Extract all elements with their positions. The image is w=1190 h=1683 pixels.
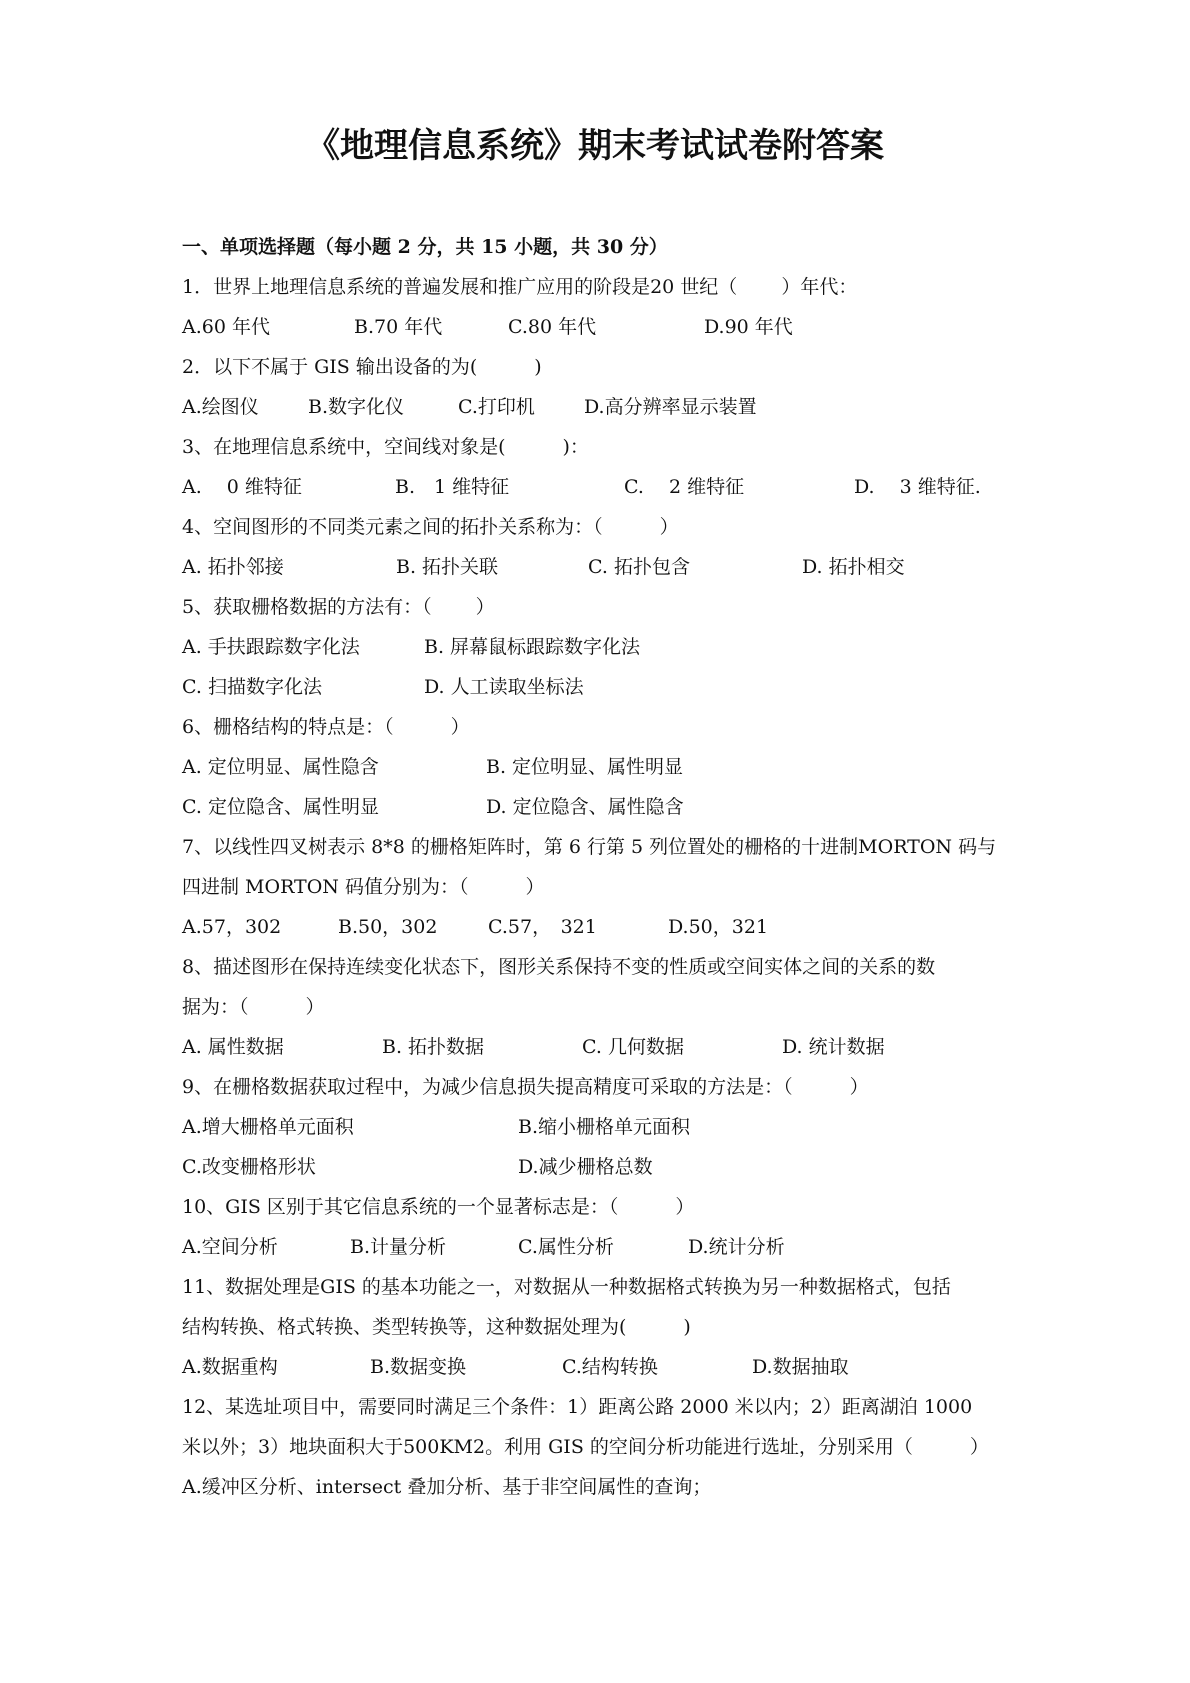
question-7-options: [182, 907, 1022, 947]
q10-option-c: C.属性分析: [518, 1236, 614, 1258]
q6-option-b: B. 定位明显、属性明显: [486, 756, 684, 778]
q6-option-d: D. 定位隐含、属性隐含: [486, 796, 684, 818]
q1-option-b: B.70 年代: [354, 316, 443, 338]
q7-option-a: A.57，302: [182, 916, 282, 938]
q1-option-d: D.90 年代: [704, 316, 793, 338]
question-7-line1: 7、以线性四叉树表示 8*8 的栅格矩阵时，第 6 行第 5 列位置处的栅格的十进制MORTON 码与: [182, 836, 997, 858]
q7-option-d: D.50，321: [668, 916, 769, 938]
q4-option-c: C. 拓扑包含: [588, 556, 690, 578]
question-11-options: [182, 1347, 1022, 1387]
question-9: 9、在栅格数据获取过程中，为减少信息损失提高精度可采取的方法是：（ ）: [182, 1076, 869, 1098]
question-4-options: [182, 547, 1022, 587]
question-2: 2．以下不属于 GIS 输出设备的为( ): [182, 356, 542, 378]
q12-option-a: A.缓冲区分析、intersect 叠加分析、基于非空间属性的查询；: [182, 1476, 712, 1498]
q1-option-c: C.80 年代: [508, 316, 597, 338]
q4-option-a: A. 拓扑邻接: [182, 556, 284, 578]
q3-option-a: A. 0 维特征: [182, 476, 302, 498]
q9-option-a: A.增大栅格单元面积: [182, 1116, 354, 1138]
question-11-line2: 结构转换、格式转换、类型转换等，这种数据处理为( ): [182, 1316, 691, 1338]
q10-option-b: B.计量分析: [350, 1236, 447, 1258]
question-5-options-row1: [182, 627, 1022, 667]
q9-option-d: D.减少栅格总数: [518, 1156, 653, 1178]
q8-option-c: C. 几何数据: [582, 1036, 684, 1058]
question-8-options: [182, 1027, 1022, 1067]
q5-option-a: A. 手扶跟踪数字化法: [182, 636, 360, 658]
question-5-options-row2: [182, 667, 1022, 707]
question-12-line1: 12、某选址项目中，需要同时满足三个条件：1）距离公路 2000 米以内；2）距离湖泊 1000: [182, 1396, 973, 1418]
q2-option-d: D.高分辨率显示装置: [584, 396, 757, 418]
question-1-options: [182, 307, 1022, 347]
q10-option-a: A.空间分析: [182, 1236, 278, 1258]
question-6: 6、栅格结构的特点是：（ ）: [182, 716, 470, 738]
q5-option-c: C. 扫描数字化法: [182, 676, 322, 698]
question-12-line2: 米以外；3）地块面积大于500KM2。利用 GIS 的空间分析功能进行选址，分别采用（ ）: [182, 1436, 989, 1458]
q11-option-c: C.结构转换: [562, 1356, 658, 1378]
q2-option-a: A.绘图仪: [182, 396, 259, 418]
q6-option-a: A. 定位明显、属性隐含: [182, 756, 379, 778]
q3-option-d: D. 3 维特征.: [854, 476, 981, 498]
question-9-options-row2: [182, 1147, 1022, 1187]
q4-option-b: B. 拓扑关联: [396, 556, 499, 578]
question-3-options: [182, 467, 1022, 507]
q7-option-b: B.50，302: [338, 916, 438, 938]
page-title: 《地理信息系统》期末考试试卷附答案: [306, 126, 884, 166]
q7-option-c: C.57， 321: [488, 916, 597, 938]
question-3: 3、在地理信息系统中，空间线对象是( )：: [182, 436, 589, 458]
q8-option-d: D. 统计数据: [782, 1036, 885, 1058]
q11-option-a: A.数据重构: [182, 1356, 278, 1378]
q9-option-b: B.缩小栅格单元面积: [518, 1116, 691, 1138]
q1-option-a: A.60 年代: [182, 316, 270, 338]
q3-option-c: C. 2 维特征: [624, 476, 745, 498]
question-4: 4、空间图形的不同类元素之间的拓扑关系称为：（ ）: [182, 516, 679, 538]
question-8-line2: 据为：（ ）: [182, 996, 325, 1018]
exam-body: [182, 227, 1022, 1507]
q11-option-d: D.数据抽取: [752, 1356, 849, 1378]
question-2-options: [182, 387, 1022, 427]
q4-option-d: D. 拓扑相交: [802, 556, 905, 578]
q2-option-b: B.数字化仪: [308, 396, 405, 418]
question-6-options-row1: [182, 747, 1022, 787]
question-7-line2: 四进制 MORTON 码值分别为：（ ）: [182, 876, 545, 898]
q8-option-a: A. 属性数据: [182, 1036, 284, 1058]
q8-option-b: B. 拓扑数据: [382, 1036, 485, 1058]
question-9-options-row1: [182, 1107, 1022, 1147]
q5-option-d: D. 人工读取坐标法: [424, 676, 584, 698]
q3-option-b: B. 1 维特征: [395, 476, 510, 498]
question-10: 10、GIS 区别于其它信息系统的一个显著标志是：（ ）: [182, 1196, 695, 1218]
question-11-line1: 11、数据处理是GIS 的基本功能之一，对数据从一种数据格式转换为另一种数据格式，包括: [182, 1276, 951, 1298]
question-10-options: [182, 1227, 1022, 1267]
question-1: 1．世界上地理信息系统的普遍发展和推广应用的阶段是20 世纪（ ）年代：: [182, 276, 858, 298]
q5-option-b: B. 屏幕鼠标跟踪数字化法: [424, 636, 641, 658]
section-heading: 一、单项选择题（每小题 2 分，共 15 小题，共 30 分）: [182, 236, 668, 258]
q2-option-c: C.打印机: [458, 396, 535, 418]
q9-option-c: C.改变栅格形状: [182, 1156, 316, 1178]
question-6-options-row2: [182, 787, 1022, 827]
question-5: 5、获取栅格数据的方法有：（ ）: [182, 596, 495, 618]
q6-option-c: C. 定位隐含、属性明显: [182, 796, 379, 818]
q11-option-b: B.数据变换: [370, 1356, 467, 1378]
q10-option-d: D.统计分析: [688, 1236, 785, 1258]
question-8-line1: 8、描述图形在保持连续变化状态下，图形关系保持不变的性质或空间实体之间的关系的数: [182, 956, 936, 978]
